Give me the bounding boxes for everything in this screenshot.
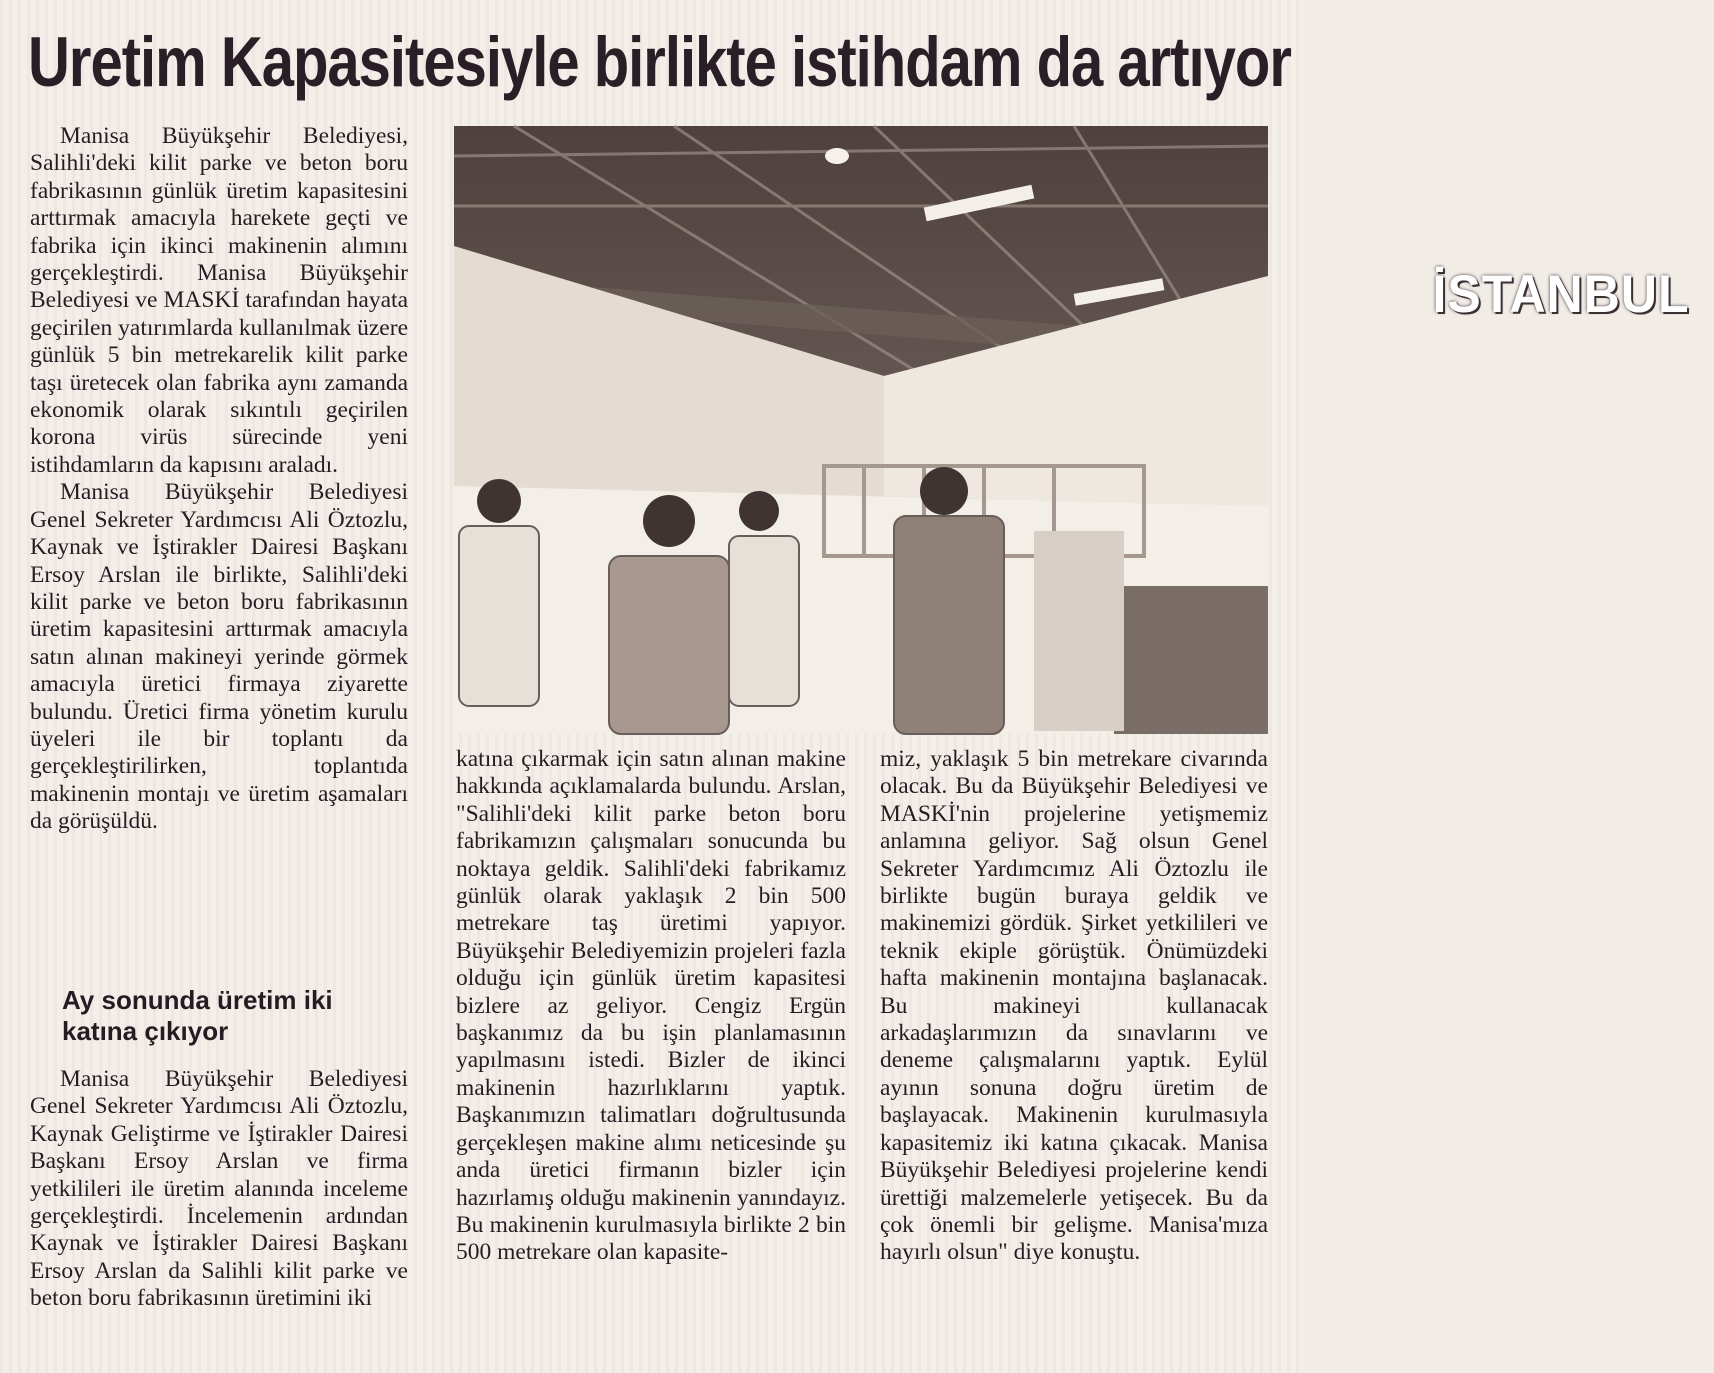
article-column-2 (456, 746, 846, 1366)
article-column-1-continued (30, 1066, 408, 1366)
factory-photo (454, 126, 1690, 734)
factory-interior-illustration (454, 126, 1268, 734)
intro-paragraph-2: Manisa Büyükşehir Belediyesi Genel Sekreter Yardımcısı Ali Öztozlu, Kaynak ve İştirakler Dairesi Başkanı Ersoy Arslan ile birlikte, Salihli'deki kilit parke ve beton boru fabrikasının üretim kapasitesini arttırmak amacıyla satın alınan makineyi yerinde görmek amacıyla üretici firmaya ziyarette bulundu. Üretici firma yönetim kurulu üyeleri ile bir toplantı da gerçekleştirilirken, toplantıda makinenin montajı ve üretim aşamaları da görüşüldü. (30, 479, 408, 835)
section-paragraph-part-2: katına çıkarmak için satın alınan makine hakkında açıklamalarda bulundu. Arslan, "Salihli'deki kilit parke beton boru fabrikamızın çalışmaları sonucunda bu noktaya geldik. Salihli'deki fabrikamız günlük olarak yaklaşık 2 bin 500 metrekare taş üretimi yapıyor. Büyükşehir Belediyemizin projeleri fazla olduğu için günlük üretim kapasitesi bizlere az geliyor. Cengiz Ergün başkanımız da bu işin planlamasının yapılmasını istedi. Bizler de ikinci makinenin hazırlıklarını yaptık. Başkanımızın talimatları doğrultusunda gerçekleşen makine alımı neticesinde şu anda üretici firmanın bizler için hazırlamış olduğu makinenin yanındayız. Bu makinenin kurulmasıyla birlikte 2 bin 500 metrekare olan kapasite- (456, 746, 846, 1266)
section-paragraph-part-3: miz, yaklaşık 5 bin metrekare civarında olacak. Bu da Büyükşehir Belediyesi ve MASKİ'nin projelerine yetişmemiz anlamına geliyor. Sağ olsun Genel Sekreter Yardımcımız Ali Öztozlu ile birlikte bugün buraya geldik ve makinemizi gördük. Şirket yetkilileri ve teknik ekiple görüştük. Önümüzdeki hafta makinenin montajına başlanacak. Bu makineyi kullanacak arkadaşlarımızın da sınavlarını ve deneme çalışmalarını yaptık. Eylül ayının sonuna doğru üretim de başlayacak. Makinenin kurulmasıyla kapasitemiz iki katına çıkacak. Manisa Büyükşehir Belediyesi projelerine kendi ürettiği malzemelerle yetişecek. Bu da çok önemli bir gelişme. Manisa'mıza hayırlı olsun" diye konuştu. (880, 746, 1268, 1266)
source-badge: İSTANBUL (1432, 264, 1690, 324)
intro-paragraph-1: Manisa Büyükşehir Belediyesi, Salihli'deki kilit parke ve beton boru fabrikasının günlük üretim kapasitesini arttırmak amacıyla harekete geçti ve fabrika için ikinci makinenin alımını gerçekleştirdi. Manisa Büyükşehir Belediyesi ve MASKİ tarafından hayata geçirilen yatırımlarda kullanılmak üzere günlük 5 bin metrekarelik kilit parke taşı üretecek olan fabrika aynı zamanda ekonomik olarak sıkıntılı geçirilen korona virüs sürecinde yeni istihdamların da kapısını araladı. (30, 123, 408, 478)
headline: Uretim Kapasitesiyle birlikte istihdam da artıyor (28, 22, 1291, 103)
article-column-1 (30, 123, 408, 961)
subheading: Ay sonunda üretim iki katına çıkıyor (62, 985, 333, 1046)
article-column-3 (880, 746, 1268, 1366)
section-paragraph-part-1: Manisa Büyükşehir Belediyesi Genel Sekreter Yardımcısı Ali Öztozlu, Kaynak Geliştirme ve İştirakler Dairesi Başkanı Ersoy Arslan ve firma yetkilileri ile üretim alanında inceleme gerçekleştirdi. İncelemenin ardından Kaynak ve İştirakler Dairesi Başkanı Ersoy Arslan da Salihli kilit parke ve beton boru fabrikasının üretimini iki (30, 1066, 408, 1312)
